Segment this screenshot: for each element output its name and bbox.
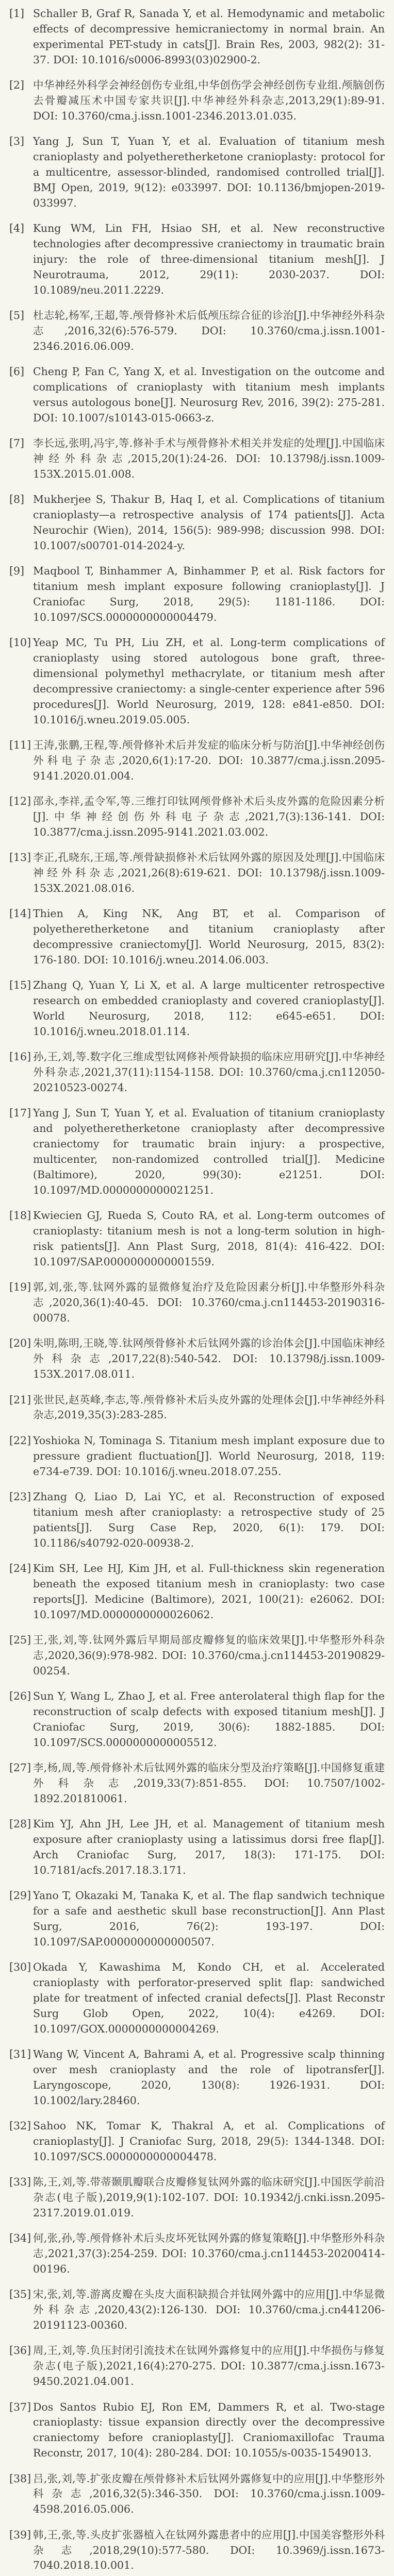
- reference-item: [9, 794, 385, 840]
- reference-text: Yang J, Sun T, Yuan Y, et al. Evaluation of titanium mesh cranioplasty and polyetheretherketone cranioplasty: protocol for a multicentre, assessor-blinded, randomised controlled trial[J]. BMJ Open, 2019, 9(12): e033997. DOI: 10.1136/bmjopen-2019-033997.: [33, 135, 385, 209]
- reference-text: Maqbool T, Binhammer A, Binhammer P, et al. Risk factors for titanium mesh implant exposure following cranioplasty[J]. J Craniofac Surg, 2018, 29(5): 1181-1186. DOI: 10.1097/SCS.0000000000004479.: [33, 565, 385, 623]
- reference-item: [9, 1049, 385, 1096]
- reference-text: 郭,刘,张,等.钛网外露的显微修复治疗及危险因素分析[J].中华整形外科杂志,2020,36(1):40-45. DOI: 10.3760/cma.j.cn114453-20190316-00078.: [33, 1281, 385, 1325]
- reference-item: [9, 635, 385, 728]
- reference-text: 李,杨,周,等.颅骨修补术后钛网外露的临床分型及治疗策略[J].中国修复重建外科杂志,2019,33(7):851-855. DOI: 10.7507/1002-1892.201810061.: [33, 1761, 385, 1805]
- reference-text: 孙,王,刘,等.数字化三维成型钛网修补颅骨缺损的临床应用研究[J].中华神经外科杂志,2021,37(11):1154-1158. DOI: 10.3760/cma.j.cn112050-20210523-00274.: [33, 1050, 385, 1094]
- reference-item: [9, 564, 385, 625]
- reference-text: Okada Y, Kawashima M, Kondo CH, et al. Accelerated cranioplasty with perforator-preserved split flap: sandwiched plate for treatment of infected cranial defects[J]. Plast Reconstr Surg Glob Open, 2022, 10(4): e4269. DOI: 10.1097/GOX.0000000000004269.: [33, 1961, 385, 2035]
- reference-item: [9, 2287, 385, 2333]
- reference-item: [9, 2175, 385, 2221]
- reference-text: 李长远,张明,冯宇,等.修补手术与颅骨修补术相关并发症的处理[J].中国临床神经外科杂志,2015,20(1):24-26. DOI: 10.13798/j.issn.1009-153X.2015.01.008.: [33, 437, 385, 480]
- reference-number: [8]: [9, 493, 25, 506]
- reference-number: [14]: [9, 907, 31, 920]
- reference-text: 邵永,李祥,孟令军,等.三维打印钛网颅骨修补术后头皮外露的危险因素分析[J].中华神经创伤外科电子杂志,2021,7(3):136-141. DOI: 10.3877/cma.j.issn.2095-9141.2021.03.002.: [33, 795, 385, 839]
- reference-number: [26]: [9, 1689, 31, 1702]
- reference-text: Kwiecien GJ, Rueda S, Couto RA, et al. Long-term outcomes of cranioplasty: titanium mesh is not a long-term solution in high-risk patients[J]. Ann Plast Surg, 2018, 81(4): 416-422. DOI: 10.1097/SAP.0000000000001559.: [33, 1209, 385, 1268]
- reference-number: [9]: [9, 565, 25, 578]
- reference-number: [18]: [9, 1209, 31, 1222]
- reference-number: [17]: [9, 1107, 31, 1120]
- reference-number: [1]: [9, 7, 25, 20]
- reference-item: [9, 1888, 385, 1950]
- reference-number: [13]: [9, 851, 31, 864]
- reference-item: [9, 1760, 385, 1807]
- reference-item: [9, 1208, 385, 1270]
- reference-number: [32]: [9, 2120, 31, 2132]
- reference-text: Sun Y, Wang L, Zhao J, et al. Free anterolateral thigh flap for the reconstruction of scalp defects with exposed titanium mesh[J]. J Craniofac Surg, 2019, 30(6): 1882-1885. DOI: 10.1097/SCS.0000000000005512.: [33, 1689, 385, 1749]
- reference-number: [39]: [9, 2528, 31, 2541]
- reference-item: [9, 492, 385, 554]
- reference-number: [7]: [9, 437, 25, 450]
- reference-text: Yoshioka N, Tominaga S. Titanium mesh implant exposure due to pressure gradient fluctuation[J]. World Neurosurg, 2018, 119: e734-e739. DOI: 10.1016/j.wneu.2018.07.255.: [33, 1434, 385, 1478]
- reference-text: Schaller B, Graf R, Sanada Y, et al. Hemodynamic and metabolic effects of decompressive hemicraniectomy in normal brain. An experimental PET-study in cats[J]. Brain Res, 2003, 982(2): 31-37. DOI: 10.1016/s0006-8993(03)02900-2.: [33, 7, 385, 66]
- reference-item: [9, 906, 385, 968]
- reference-text: 王,张,刘,等.钛网外露后早期局部皮瓣修复的临床效果[J].中华整形外科杂志,2020,36(9):978-982. DOI: 10.3760/cma.j.cn114453-20190829-00254.: [33, 1633, 385, 1677]
- reference-number: [29]: [9, 1889, 31, 1902]
- reference-text: 李正,孔晓东,王瑶,等.颅骨缺损修补术后钛网外露的原因及处理[J].中国临床神经外科杂志,2021,26(8):619-621. DOI: 10.13798/j.issn.1009-153X.2021.08.016.: [33, 851, 385, 895]
- reference-number: [4]: [9, 222, 25, 235]
- reference-text: 张世民,赵英峰,李志,等.颅骨修补术后头皮外露的处理体会[J].中华神经外科杂志,2019,35(3):283-285.: [33, 1393, 385, 1421]
- reference-item: [9, 2400, 385, 2462]
- reference-number: [25]: [9, 1633, 31, 1646]
- reference-text: 王涛,张鹏,王程,等.颅骨修补术后并发症的临床分析与防治[J].中华神经创伤外科电子杂志,2020,6(1):17-20. DOI: 10.3877/cma.j.issn.2095-9141.2020.01.004.: [33, 739, 385, 782]
- reference-number: [28]: [9, 1818, 31, 1831]
- reference-text: 杜志轮,杨军,王超,等.颅骨修补术后低颅压综合征的诊治[J].中华神经外科杂志,2016,32(6):576-579. DOI: 10.3760/cma.j.issn.1001-2346.2016.06.009.: [33, 309, 385, 352]
- reference-item: [9, 738, 385, 784]
- reference-item: [9, 1280, 385, 1326]
- reference-item: [9, 1633, 385, 1679]
- reference-item: [9, 78, 385, 124]
- reference-item: [9, 1106, 385, 1198]
- reference-text: 中华神经外科学会神经创伤专业组,中华创伤学会神经创伤专业组.颅脑创伤去骨瓣减压术中国专家共识[J].中华神经外科杂志,2013,29(1):89-91. DOI: 10.3760/cma.j.issn.1001-2346.2013.01.035.: [33, 79, 385, 122]
- reference-number: [24]: [9, 1562, 31, 1574]
- reference-number: [15]: [9, 979, 31, 992]
- reference-number: [31]: [9, 2048, 31, 2061]
- reference-item: [9, 1960, 385, 2037]
- reference-text: Kim YJ, Ahn JH, Lee JH, et al. Management of titanium mesh exposure after cranioplasty using a latissimus dorsi free flap[J]. Arch Craniofac Surg, 2017, 18(3): 171-175. DOI: 10.7181/acfs.2017.18.3.171.: [33, 1818, 385, 1876]
- reference-number: [38]: [9, 2472, 31, 2485]
- reference-item: [9, 1817, 385, 1878]
- reference-number: [19]: [9, 1281, 31, 1294]
- reference-item: [9, 364, 385, 426]
- reference-text: Zhang Q, Yuan Y, Li X, et al. A large multicenter retrospective research on embedded cranioplasty and covered cranioplasty[J]. World Neurosurg, 2018, 112: e645-e651. DOI: 10.1016/j.wneu.2018.01.114.: [33, 979, 385, 1038]
- reference-item: [9, 2119, 385, 2165]
- reference-text: Mukherjee S, Thakur B, Haq I, et al. Complications of titanium cranioplasty—a retrospective analysis of 174 patients[J]. Acta Neurochir (Wien), 2014, 156(5): 989-998; discussion 998. DOI: 10.1007/s00701-014-2024-y.: [33, 493, 385, 552]
- reference-text: 吕,张,刘,等.扩张皮瓣在颅骨修补术后钛网外露修复中的应用[J].中华整形外科杂志,2016,32(5):346-350. DOI: 10.3760/cma.j.issn.1009-4598.2016.05.006.: [33, 2472, 385, 2516]
- reference-item: [9, 2471, 385, 2518]
- reference-item: [9, 221, 385, 298]
- reference-number: [20]: [9, 1337, 31, 1350]
- reference-number: [12]: [9, 795, 31, 808]
- reference-number: [33]: [9, 2176, 31, 2189]
- reference-number: [37]: [9, 2400, 31, 2413]
- reference-text: Kim SH, Lee HJ, Kim JH, et al. Full-thickness skin regeneration beneath the exposed titanium mesh in cranioplasty: two case reports[J]. Medicine (Baltimore), 2021, 100(21): e26062. DOI: 10.1097/MD.0000000000026062.: [33, 1562, 385, 1621]
- reference-number: [10]: [9, 636, 31, 649]
- reference-item: [9, 436, 385, 482]
- reference-item: [9, 2528, 385, 2574]
- reference-number: [11]: [9, 739, 31, 752]
- reference-number: [22]: [9, 1434, 31, 1447]
- reference-text: Sahoo NK, Tomar K, Thakral A, et al. Complications of cranioplasty[J]. J Craniofac Surg, 2018, 29(5): 1344-1348. DOI: 10.1097/SCS.0000000000004478.: [33, 2120, 385, 2163]
- reference-item: [9, 6, 385, 68]
- reference-item: [9, 1433, 385, 1480]
- reference-item: [9, 1393, 385, 1423]
- reference-text: Thien A, King NK, Ang BT, et al. Comparison of polyetheretherketone and titanium cranioplasty after decompressive craniectomy[J]. World Neurosurg, 2015, 83(2): 176-180. DOI: 10.1016/j.wneu.2014.06.003.: [33, 907, 385, 967]
- reference-text: Yeap MC, Tu PH, Liu ZH, et al. Long-term complications of cranioplasty using stored autologous bone graft, three-dimensional polymethyl methacrylate, or titanium mesh after decompressive craniectomy: a single-center experience after 596 procedures[J]. World Neurosurg, 2019, 128: e841-e850. DOI: 10.1016/j.wneu.2019.05.005.: [33, 636, 385, 726]
- reference-item: [9, 2231, 385, 2277]
- reference-number: [21]: [9, 1393, 31, 1406]
- reference-text: 周,王,刘,等.负压封闭引流技术在钛网外露修复中的应用[J].中华损伤与修复杂志(电子版),2021,16(4):270-275. DOI: 10.3877/cma.j.issn.1673-9450.2021.04.001.: [33, 2344, 385, 2388]
- reference-item: [9, 2343, 385, 2389]
- reference-text: Wang W, Vincent A, Bahrami A, et al. Progressive scalp thinning over mesh cranioplasty and the role of lipotransfer[J]. Laryngoscope, 2020, 130(8): 1926-1931. DOI: 10.1002/lary.28460.: [33, 2048, 385, 2107]
- reference-text: 朱明,陈明,王晓,等.钛网颅骨修补术后钛网外露的诊治体会[J].中国临床神经外科杂志,2017,22(8):540-542. DOI: 10.13798/j.issn.1009-153X.2017.08.011.: [33, 1337, 385, 1381]
- reference-text: Cheng P, Fan C, Yang X, et al. Investigation on the outcome and complications of cranioplasty with titanium mesh implants versus autologous bone[J]. Neurosurg Rev, 2016, 39(2): 275-281. DOI: 10.1007/s10143-015-0663-z.: [33, 365, 385, 424]
- reference-number: [23]: [9, 1490, 31, 1503]
- reference-number: [16]: [9, 1050, 31, 1063]
- reference-item: [9, 1689, 385, 1751]
- reference-number: [35]: [9, 2288, 31, 2301]
- reference-item: [9, 134, 385, 211]
- reference-text: Kung WM, Lin FH, Hsiao SH, et al. New reconstructive technologies after decompressive craniectomy in traumatic brain injury: the role of three-dimensional titanium mesh[J]. J Neurotrauma, 2012, 29(11): 2030-2037. DOI: 10.1089/neu.2011.2229.: [33, 222, 385, 296]
- reference-item: [9, 850, 385, 896]
- reference-text: Zhang Q, Liao D, Lai YC, et al. Reconstruction of exposed titanium mesh after cranioplasty: a retrospective study of 25 patients[J]. Surg Case Rep, 2020, 6(1): 179. DOI: 10.1186/s40792-020-00938-2.: [33, 1490, 385, 1549]
- reference-item: [9, 2047, 385, 2109]
- reference-item: [9, 1336, 385, 1382]
- reference-item: [9, 1489, 385, 1551]
- reference-number: [27]: [9, 1761, 31, 1774]
- reference-item: [9, 978, 385, 1040]
- reference-text: Dos Santos Rubio EJ, Ron EM, Dammers R, et al. Two-stage cranioplasty: tissue expansion directly over the decompressive craniectomy before cranioplasty[J]. Craniomaxillofac Trauma Reconstr, 2017, 10(4): 280-284. DOI: 10.1055/s-0035-1549013.: [33, 2400, 385, 2460]
- reference-number: [30]: [9, 1961, 31, 1974]
- reference-number: [5]: [9, 309, 25, 321]
- reference-number: [6]: [9, 365, 25, 378]
- reference-text: 何,张,孙,等.颅骨修补术后头皮坏死钛网外露的修复策略[J].中华整形外科杂志,2021,37(3):254-259. DOI: 10.3760/cma.j.cn114453-20200414-00196.: [33, 2232, 385, 2276]
- reference-text: Yang J, Sun T, Yuan Y, et al. Evaluation of titanium cranioplasty and polyetheretherketone cranioplasty after decompressive craniectomy for traumatic brain injury: a prospective, multicenter, non-randomized controlled trial[J]. Medicine (Baltimore), 2020, 99(30): e21251. DOI: 10.1097/MD.0000000000021251.: [33, 1107, 385, 1197]
- reference-number: [36]: [9, 2344, 31, 2357]
- reference-text: 韩,王,张,等.头皮扩张器植入在钛网外露患者中的应用[J].中国美容整形外科杂志,2018,29(10):577-580. DOI: 10.3969/j.issn.1673-7040.2018.10.001.: [33, 2528, 385, 2572]
- reference-number: [2]: [9, 79, 25, 92]
- reference-text: Yano T, Okazaki M, Tanaka K, et al. The flap sandwich technique for a safe and aesthetic skull base reconstruction[J]. Ann Plast Surg, 2016, 76(2): 193-197. DOI: 10.1097/SAP.0000000000000507.: [33, 1889, 385, 1948]
- reference-text: 宋,张,刘,等.游离皮瓣在头皮大面积缺损合并钛网外露中的应用[J].中华显微外科杂志,2020,43(2):126-130. DOI: 10.3760/cma.j.cn441206-20191123-00360.: [33, 2288, 385, 2332]
- reference-item: [9, 1561, 385, 1623]
- reference-item: [9, 308, 385, 354]
- reference-number: [3]: [9, 135, 25, 148]
- reference-text: 陈,王,刘,等.带蒂颞肌瓣联合皮瓣修复钛网外露的临床研究[J].中国医学前沿杂志(电子版),2019,9(1):102-107. DOI: 10.19342/j.cnki.issn.2095-2317.2019.01.019.: [33, 2176, 385, 2219]
- reference-number: [34]: [9, 2232, 31, 2245]
